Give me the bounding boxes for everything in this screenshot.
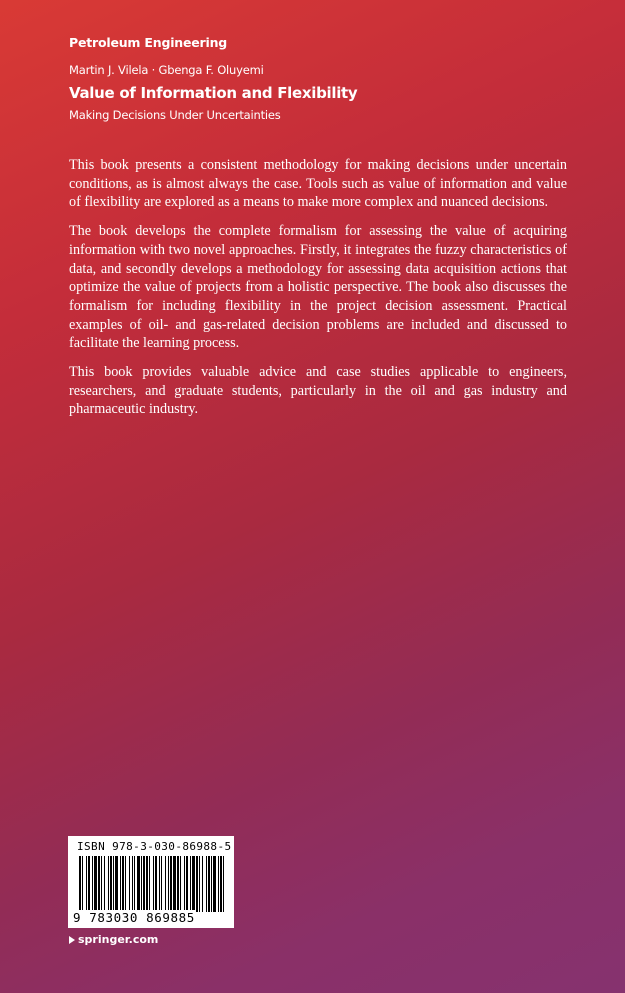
blurb-paragraph-2: The book develops the complete formalism for assessing the value of acquiring information with two novel approaches. Firstly, it integrates the fuzzy characteristics of data, and secondly develops a methodology for assessing data acquisition actions that optimize the value of projects from a holistic perspective. The book also discusses the formalism for including flexibility in the project decision assessment. Practical examples of oil- and gas-related decision problems are included and discussed to facilitate the learning process.	[69, 223, 567, 352]
barcode-bar	[192, 856, 195, 912]
barcode-bar	[98, 856, 100, 912]
barcode-bar	[170, 856, 172, 912]
barcode-bar	[180, 856, 181, 912]
barcode-bar	[137, 856, 140, 912]
barcode-bar	[134, 856, 135, 912]
blurb-paragraph-3: This book provides valuable advice and case studies applicable to engineers, researchers, and graduate students, particularly in the oil and gas industry and pharmaceutic industry.	[69, 364, 567, 418]
barcode-bar	[218, 856, 219, 912]
barcode-bar	[115, 856, 118, 912]
barcode-bar	[199, 856, 200, 912]
blurb-paragraph-1: This book presents a consistent methodology for making decisions under uncertain conditions, as is almost always the case. Tools such as value of information and value of flexibility are explored as a means to make more complex and nuanced decisions.	[69, 157, 567, 211]
barcode-bar	[110, 856, 112, 912]
barcode-bar	[132, 856, 133, 912]
barcode-bar	[129, 856, 130, 912]
barcode-bar	[82, 856, 83, 912]
barcode-bar	[113, 856, 114, 912]
barcode-bar	[202, 856, 203, 912]
barcode-bar	[159, 856, 160, 912]
barcode-bar	[208, 856, 210, 912]
barcode-digits: 9 783030 869885	[73, 910, 195, 925]
barcode-bar	[122, 856, 124, 912]
barcode-bar	[220, 856, 222, 912]
series-name: Petroleum Engineering	[69, 35, 228, 50]
barcode-bar	[86, 856, 87, 912]
barcode-bar	[108, 856, 109, 912]
arrow-right-icon	[69, 936, 75, 944]
book-title: Value of Information and Flexibility	[69, 84, 358, 102]
barcode-bar	[94, 856, 97, 912]
isbn-barcode	[68, 836, 234, 928]
barcode-bar	[186, 856, 188, 912]
barcode-bar	[223, 856, 224, 912]
barcode-bar	[196, 856, 198, 912]
barcode-bar	[161, 856, 162, 912]
barcode-bar	[173, 856, 176, 912]
barcode-bar	[213, 856, 216, 912]
barcode-bar	[125, 856, 126, 912]
barcode-bar	[88, 856, 90, 912]
barcode-bar	[168, 856, 169, 912]
barcode-bar	[79, 856, 81, 912]
publisher-link[interactable]	[69, 933, 158, 946]
barcode-bar	[143, 856, 145, 912]
barcode-bar	[149, 856, 150, 912]
barcode-bar	[177, 856, 179, 912]
barcode-bar	[146, 856, 148, 912]
barcode-bar	[120, 856, 121, 912]
book-authors: Martin J. Vilela · Gbenga F. Oluyemi	[69, 63, 264, 77]
barcode-bar	[141, 856, 142, 912]
barcode-bar	[184, 856, 185, 912]
publisher-website: springer.com	[78, 933, 159, 946]
barcode-bar	[101, 856, 102, 912]
isbn-number: ISBN 978-3-030-86988-5	[77, 840, 232, 853]
barcode-bar	[165, 856, 166, 912]
barcode-bar	[211, 856, 212, 912]
barcode-bar	[153, 856, 154, 912]
barcode-bar	[104, 856, 105, 912]
barcode-bar	[206, 856, 207, 912]
barcode-bar	[92, 856, 93, 912]
barcode-bar	[190, 856, 191, 912]
barcode-bar	[155, 856, 157, 912]
blurb	[69, 156, 567, 429]
book-subtitle: Making Decisions Under Uncertainties	[69, 108, 281, 122]
